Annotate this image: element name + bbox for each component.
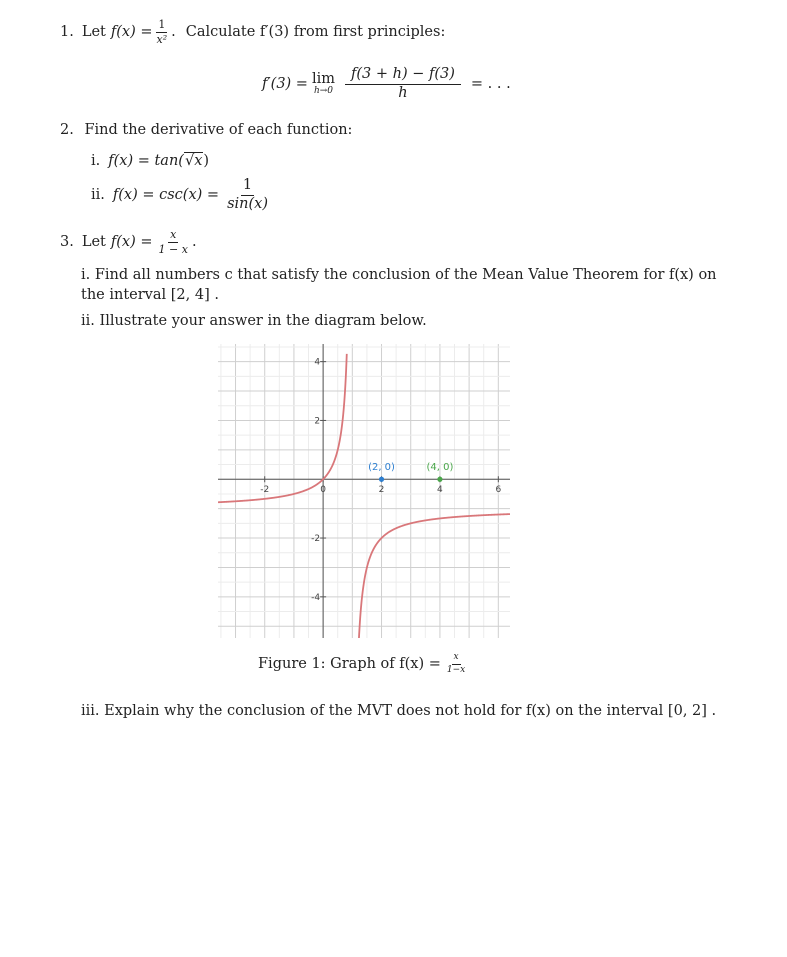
y-tick-label: -2 <box>311 534 321 545</box>
q1-diff-num: f(3 + h) − f(3) <box>345 67 461 85</box>
x-tick-label: 0 <box>320 485 326 496</box>
x-tick-label: 4 <box>437 485 443 496</box>
q1-diff-den: h <box>398 85 408 101</box>
q3-number: 3. <box>60 234 74 250</box>
point-label: (2, 0) <box>368 462 395 474</box>
q1-task: Calculate f′(3) from first principles: <box>185 24 446 40</box>
q3-part-ii: ii. Illustrate your answer in the diagram below. <box>81 313 427 329</box>
q3-part-iii: iii. Explain why the conclusion of the MVT does not hold for f(x) on the interval [0, 2] . <box>81 703 717 719</box>
y-tick-label: 4 <box>314 357 321 368</box>
point-label: (4, 0) <box>426 462 454 474</box>
caption-den: 1−x <box>446 664 466 675</box>
q3-part-i-line2: the interval [2, 4] . <box>81 287 219 303</box>
q1-difference-quotient <box>345 67 461 101</box>
curve-right-branch <box>357 514 510 638</box>
q1-fx: f(x) = <box>110 24 153 40</box>
q1-frac-den: x² <box>156 32 168 46</box>
q3-frac-den: 1 − x <box>158 242 188 256</box>
caption-text: Figure 1: Graph of f(x) = <box>258 656 441 672</box>
q1-frac-num: 1 <box>158 17 166 31</box>
q2-i-expr-b: ) <box>203 152 210 169</box>
q1-period: . <box>171 24 176 40</box>
q3-line <box>60 224 197 260</box>
q2-i-sqrt: √x <box>184 153 203 169</box>
q1-limit-equation <box>262 62 511 106</box>
q2-i-expr-a: f(x) = tan( <box>108 152 184 169</box>
q3-frac-num: x <box>170 227 177 241</box>
q1-number: 1. <box>60 24 74 40</box>
q2-ii-fraction <box>225 178 270 211</box>
q2-part-i <box>91 152 209 169</box>
q2-part-ii <box>91 175 272 215</box>
q1-line <box>60 14 445 50</box>
q2-i-label: i. <box>91 152 101 169</box>
q3-fx: f(x) = <box>110 234 153 250</box>
q3-part-i-line1: i. Find all numbers c that satisfy the conclusion of the Mean Value Theorem for f(x) on <box>81 267 717 283</box>
q3-lead: Let <box>81 234 106 250</box>
q1-lhs: f′(3) = <box>262 76 308 92</box>
q2-task: Find the derivative of each function: <box>84 122 353 138</box>
q2-ii-den: sin(x) <box>227 195 268 212</box>
point-marker <box>437 477 442 482</box>
q1-fraction <box>155 19 170 45</box>
caption-fraction <box>445 653 467 675</box>
function-graph <box>218 344 510 638</box>
q1-tail: = . . . <box>470 76 511 92</box>
figure-caption <box>258 652 469 676</box>
q1-lead: Let <box>81 24 106 40</box>
q2-line <box>60 122 352 138</box>
point-marker <box>379 477 384 482</box>
q1-lim-word: lim <box>311 71 335 88</box>
x-tick-label: 6 <box>495 485 502 496</box>
x-tick-label: 2 <box>378 485 385 496</box>
q1-lim-sub: h→0 <box>313 85 334 96</box>
q2-ii-label: ii. <box>91 187 105 203</box>
caption-num: x <box>452 653 461 664</box>
x-tick-label: -2 <box>260 485 270 496</box>
q2-number: 2. <box>60 122 74 138</box>
q2-ii-num: 1 <box>241 178 254 195</box>
q3-period: . <box>191 234 197 250</box>
q1-limit <box>312 72 335 96</box>
y-tick-label: 2 <box>314 416 321 427</box>
q3-fraction <box>157 229 190 255</box>
q2-ii-expr: f(x) = csc(x) = <box>112 187 220 203</box>
y-tick-label: -4 <box>311 592 321 603</box>
